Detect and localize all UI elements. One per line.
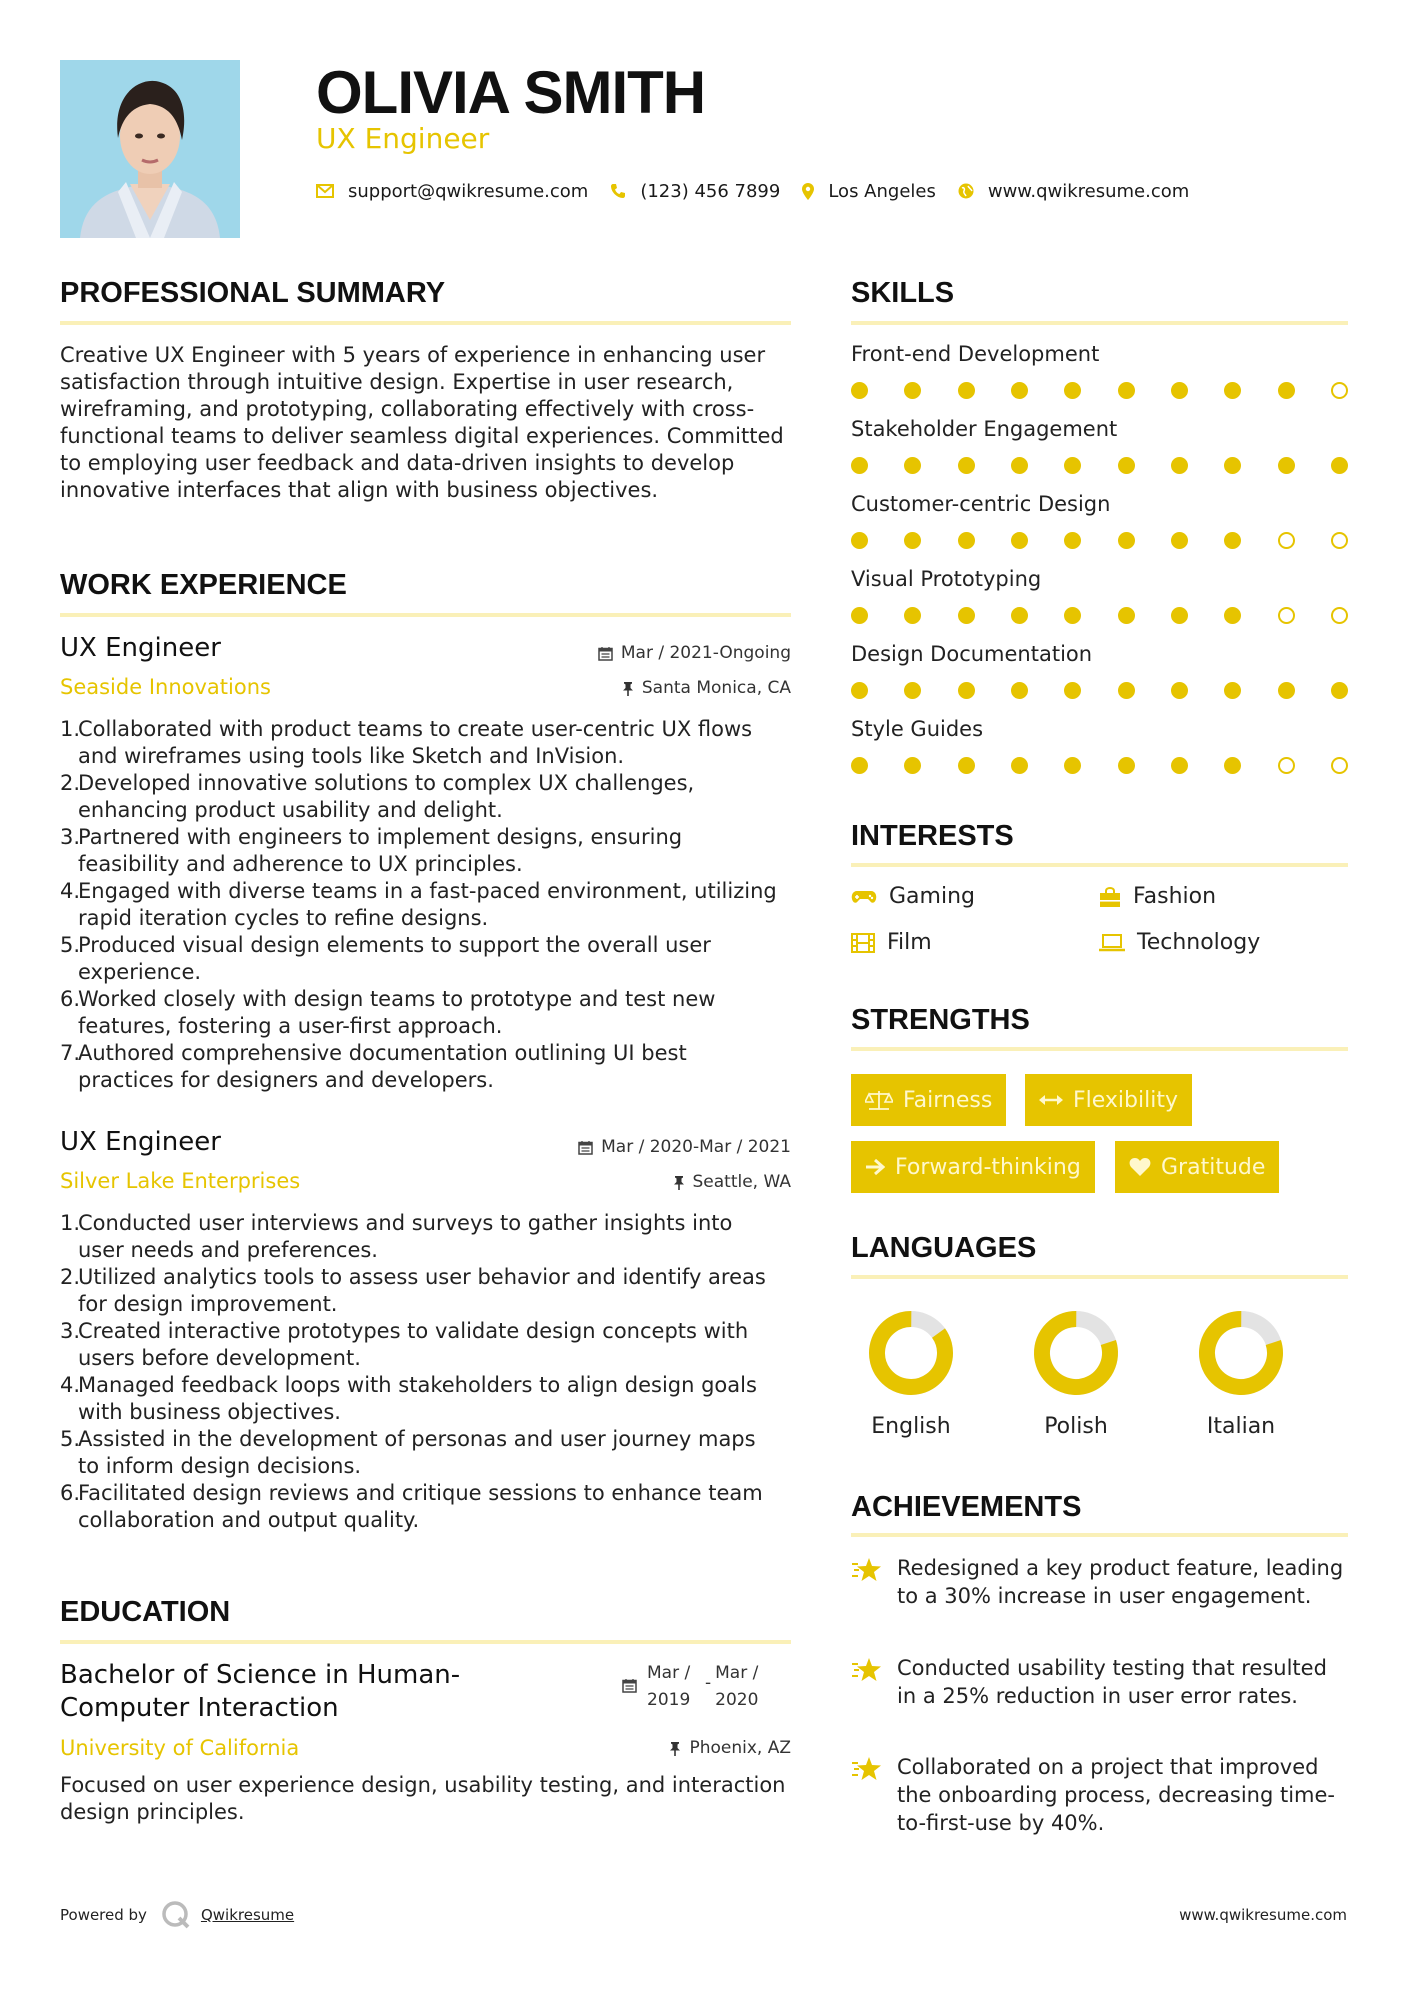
- education-date-separator: -: [705, 1673, 712, 1693]
- website-text: www.qwikresume.com: [987, 180, 1190, 202]
- achievements-rule: [851, 1533, 1348, 1537]
- job-dates-text: Mar / 2020-Mar / 2021: [601, 1137, 791, 1157]
- skill-dot-filled: [1171, 457, 1188, 474]
- contact-email[interactable]: [316, 181, 588, 202]
- skill-dot-filled: [1278, 382, 1295, 399]
- education-heading: EDUCATION: [60, 1596, 231, 1628]
- skill-dot-empty: [1278, 757, 1295, 774]
- interest-label: Film: [887, 930, 932, 955]
- interest-label: Fashion: [1133, 884, 1217, 909]
- skill-dot-filled: [1064, 457, 1081, 474]
- languages-heading: LANGUAGES: [851, 1232, 1037, 1264]
- calendar-icon: [622, 1678, 637, 1693]
- skill-dot-filled: [1011, 607, 1028, 624]
- laptop-icon: [1099, 934, 1125, 952]
- achievement-text: Collaborated on a project that improved the onboarding process, decreasing time-to-first-use by 40%.: [897, 1755, 1336, 1835]
- list-item: 1. Conducted user interviews and surveys to gather insights into user needs and preferences.: [60, 1211, 733, 1262]
- skill-dot-filled: [904, 757, 921, 774]
- skill-dot-filled: [851, 682, 868, 699]
- job-location: [622, 678, 791, 698]
- job-company: Silver Lake Enterprises: [60, 1169, 301, 1193]
- list-item: 6. Worked closely with design teams to prototype and test new features, fostering a user-first approach.: [60, 987, 716, 1038]
- job-title: UX Engineer: [60, 1127, 221, 1157]
- language-ring-fill: [866, 1308, 956, 1398]
- skill-dot-filled: [1011, 382, 1028, 399]
- language-ring: [1196, 1308, 1286, 1398]
- skill-dot-filled: [958, 757, 975, 774]
- interests-rule: [851, 863, 1348, 867]
- job-location: [673, 1172, 792, 1192]
- location-text: Los Angeles: [828, 180, 936, 202]
- list-item: 5. Assisted in the development of personas and user journey maps to inform design decisions.: [60, 1427, 756, 1478]
- skill-name: Design Documentation: [851, 642, 1093, 666]
- skill-dot-filled: [1064, 757, 1081, 774]
- pushpin-icon: [673, 1175, 685, 1190]
- skill-name: Visual Prototyping: [851, 567, 1042, 591]
- contact-bar: [316, 178, 1211, 204]
- strength-tag: [1025, 1074, 1192, 1126]
- skill-rating: [851, 532, 1348, 550]
- skill-dot-filled: [958, 682, 975, 699]
- skill-dot-filled: [851, 757, 868, 774]
- list-item: 1. Collaborated with product teams to create user-centric UX flows and wireframes using tools like Sketch and InVision.: [60, 717, 753, 768]
- education-location-text: Phoenix, AZ: [689, 1738, 791, 1758]
- skill-name: Front-end Development: [851, 342, 1100, 366]
- achievement-item: [851, 1554, 1351, 1610]
- powered-by-text: Powered by: [60, 1906, 147, 1924]
- education-degree: Bachelor of Science in Human-Computer Interaction: [60, 1660, 461, 1723]
- skill-dot-filled: [1331, 682, 1348, 699]
- skill-dot-filled: [1118, 532, 1135, 549]
- list-item: 3. Created interactive prototypes to validate design concepts with users before development.: [60, 1319, 749, 1370]
- skills-rule: [851, 321, 1348, 325]
- skill-dot-filled: [1171, 607, 1188, 624]
- strength-label: Fairness: [903, 1087, 993, 1113]
- strengths-rule: [851, 1047, 1348, 1051]
- arrows-horizontal-icon: [1039, 1093, 1063, 1107]
- language-label: Polish: [1044, 1414, 1108, 1439]
- education-start: Mar / 2019: [647, 1663, 691, 1710]
- list-item: 4. Managed feedback loops with stakeholders to align design goals with business objectives.: [60, 1373, 757, 1424]
- education-rule: [60, 1640, 791, 1644]
- skill-dot-filled: [851, 607, 868, 624]
- phone-text: (123) 456 7899: [640, 180, 781, 202]
- skill-dot-filled: [1224, 607, 1241, 624]
- job-dates-text: Mar / 2021-Ongoing: [620, 643, 791, 663]
- strength-label: Gratitude: [1161, 1154, 1266, 1180]
- list-item: 6. Facilitated design reviews and critique sessions to enhance team collaboration and output quality.: [60, 1481, 763, 1532]
- skill-dot-filled: [904, 457, 921, 474]
- experience-heading: WORK EXPERIENCE: [60, 569, 347, 601]
- language-ring: [866, 1308, 956, 1398]
- candidate-name: OLIVIA SMITH: [316, 59, 706, 126]
- skill-dot-filled: [1064, 607, 1081, 624]
- skill-dot-filled: [851, 532, 868, 549]
- skill-dot-filled: [1224, 682, 1241, 699]
- strength-tag: [851, 1074, 1006, 1126]
- skill-dot-filled: [904, 532, 921, 549]
- skill-dot-empty: [1331, 532, 1348, 549]
- language-ring: [1031, 1308, 1121, 1398]
- education-dates: [622, 1660, 769, 1714]
- skill-dot-filled: [958, 382, 975, 399]
- skill-dot-filled: [851, 457, 868, 474]
- skill-dot-filled: [1171, 682, 1188, 699]
- summary-rule: [60, 321, 791, 325]
- skill-rating: [851, 382, 1348, 400]
- strength-label: Flexibility: [1073, 1087, 1178, 1113]
- interests-heading: INTERESTS: [851, 820, 1014, 852]
- list-item: 2. Utilized analytics tools to assess user behavior and identify areas for design improvement.: [60, 1265, 766, 1316]
- language-label: Italian: [1206, 1414, 1276, 1439]
- job-bullet-list: [60, 1210, 780, 1534]
- job-title: UX Engineer: [60, 633, 221, 663]
- skill-dot-filled: [1011, 682, 1028, 699]
- skill-dot-empty: [1331, 382, 1348, 399]
- strengths-heading: STRENGTHS: [851, 1004, 1030, 1036]
- job-location-text: Santa Monica, CA: [641, 678, 791, 698]
- skill-dot-filled: [1011, 757, 1028, 774]
- contact-website[interactable]: [958, 181, 1189, 202]
- skill-dot-filled: [1224, 457, 1241, 474]
- summary-text: Creative UX Engineer with 5 years of experience in enhancing user satisfaction through intuitive design. Expertise in user research, wireframing, and prototyping, collaborating effectively with cross-functional teams to deliver seamless digital experiences. Committed to employing user feedback and data-driven insights to develop innovative interfaces that align with business objectives.: [60, 343, 784, 502]
- education-school: University of California: [60, 1736, 300, 1760]
- list-item: 2. Developed innovative solutions to complex UX challenges, enhancing product usability and delight.: [60, 771, 695, 822]
- interest-item: [851, 884, 975, 909]
- film-icon: [851, 933, 875, 953]
- interest-label: Gaming: [889, 884, 975, 909]
- skill-dot-empty: [1331, 607, 1348, 624]
- language-item: [1016, 1308, 1136, 1439]
- language-item: [851, 1308, 971, 1439]
- qwikresume-logo-icon: [161, 1900, 191, 1930]
- skill-dot-empty: [1278, 607, 1295, 624]
- skill-dot-filled: [1064, 382, 1081, 399]
- heart-icon: [1129, 1157, 1151, 1177]
- email-text: support@qwikresume.com: [348, 180, 589, 202]
- language-ring-fill: [1198, 1310, 1284, 1396]
- star-icon: [851, 1556, 883, 1584]
- experience-rule: [60, 613, 791, 617]
- skill-dot-filled: [1118, 757, 1135, 774]
- contact-phone[interactable]: [610, 181, 780, 202]
- education-location: [669, 1738, 791, 1758]
- skill-dot-filled: [1011, 532, 1028, 549]
- skill-rating: [851, 682, 1348, 700]
- skill-dot-filled: [1224, 532, 1241, 549]
- strength-tag: [851, 1141, 1095, 1193]
- list-item: 3. Partnered with engineers to implement designs, ensuring feasibility and adherence to UX principles.: [60, 825, 683, 876]
- achievement-item: [851, 1654, 1351, 1710]
- job-dates: [598, 643, 791, 663]
- calendar-icon: [578, 1140, 593, 1155]
- summary-heading: PROFESSIONAL SUMMARY: [60, 277, 446, 309]
- contact-location: [802, 181, 936, 202]
- gamepad-icon: [851, 889, 877, 905]
- skill-dot-filled: [1064, 532, 1081, 549]
- skill-dot-filled: [958, 607, 975, 624]
- phone-icon: [610, 183, 626, 199]
- interest-label: Technology: [1137, 930, 1261, 955]
- job-bullet-list: [60, 716, 780, 1094]
- skill-dot-filled: [1278, 682, 1295, 699]
- skill-dot-filled: [1171, 382, 1188, 399]
- skill-name: Customer-centric Design: [851, 492, 1111, 516]
- skill-dot-filled: [1118, 382, 1135, 399]
- skill-dot-empty: [1331, 757, 1348, 774]
- skill-dot-filled: [1278, 457, 1295, 474]
- skill-rating: [851, 457, 1348, 475]
- achievement-item: [851, 1753, 1351, 1837]
- skill-dot-filled: [1064, 682, 1081, 699]
- skill-dot-filled: [904, 382, 921, 399]
- education-description: Focused on user experience design, usability testing, and interaction design principles.: [60, 1773, 786, 1824]
- achievement-text: Redesigned a key product feature, leading to a 30% increase in user engagement.: [897, 1556, 1344, 1608]
- calendar-icon: [598, 646, 613, 661]
- skill-dot-filled: [1011, 457, 1028, 474]
- interest-item: [1099, 884, 1216, 909]
- languages-rule: [851, 1275, 1348, 1279]
- job-company: Seaside Innovations: [60, 675, 271, 699]
- list-item: 4. Engaged with diverse teams in a fast-paced environment, utilizing rapid iteration cycles to refine designs.: [60, 879, 777, 930]
- pushpin-icon: [669, 1741, 681, 1756]
- skill-dot-filled: [1171, 532, 1188, 549]
- interest-item: [1099, 930, 1260, 955]
- list-item: 5. Produced visual design elements to support the overall user experience.: [60, 933, 711, 984]
- footer-website[interactable]: www.qwikresume.com: [1179, 1906, 1347, 1924]
- profile-photo: [60, 60, 240, 238]
- language-ring-fill: [1033, 1310, 1119, 1396]
- skill-rating: [851, 757, 1348, 775]
- skill-dot-filled: [904, 682, 921, 699]
- strength-tag: [1115, 1141, 1279, 1193]
- skill-dot-filled: [1118, 457, 1135, 474]
- skill-dot-filled: [1331, 457, 1348, 474]
- skill-name: Style Guides: [851, 717, 984, 741]
- job-location-text: Seattle, WA: [692, 1172, 791, 1192]
- pushpin-icon: [622, 681, 634, 696]
- interest-item: [851, 930, 932, 955]
- language-label: English: [871, 1414, 951, 1439]
- star-icon: [851, 1656, 883, 1684]
- star-icon: [851, 1755, 883, 1783]
- qwikresume-link[interactable]: Qwikresume: [200, 1906, 295, 1924]
- footer-powered-by: [60, 1900, 294, 1930]
- skill-dot-filled: [1118, 607, 1135, 624]
- strength-label: Forward-thinking: [895, 1154, 1081, 1180]
- language-item: [1181, 1308, 1301, 1439]
- balance-scale-icon: [865, 1089, 893, 1111]
- skill-dot-filled: [904, 607, 921, 624]
- skill-dot-filled: [1224, 382, 1241, 399]
- job-dates: [578, 1137, 791, 1157]
- achievements-heading: ACHIEVEMENTS: [851, 1491, 1082, 1523]
- candidate-role: UX Engineer: [316, 122, 490, 155]
- skill-dot-filled: [851, 382, 868, 399]
- globe-icon: [958, 183, 974, 199]
- skills-heading: SKILLS: [851, 277, 955, 309]
- skill-dot-filled: [958, 457, 975, 474]
- skill-dot-filled: [1224, 757, 1241, 774]
- skill-dot-empty: [1278, 532, 1295, 549]
- skill-dot-filled: [1118, 682, 1135, 699]
- achievement-text: Conducted usability testing that resulted in a 25% reduction in user error rates.: [897, 1656, 1327, 1708]
- skill-dot-filled: [1171, 757, 1188, 774]
- skill-name: Stakeholder Engagement: [851, 417, 1118, 441]
- education-end: Mar / 2020: [715, 1663, 759, 1710]
- skill-rating: [851, 607, 1348, 625]
- shopping-bag-icon: [1099, 886, 1121, 908]
- envelope-icon: [316, 184, 334, 198]
- skill-dot-filled: [958, 532, 975, 549]
- arrow-right-icon: [865, 1158, 885, 1176]
- map-pin-icon: [802, 183, 814, 200]
- list-item: 7. Authored comprehensive documentation outlining UI best practices for designers and developers.: [60, 1041, 687, 1092]
